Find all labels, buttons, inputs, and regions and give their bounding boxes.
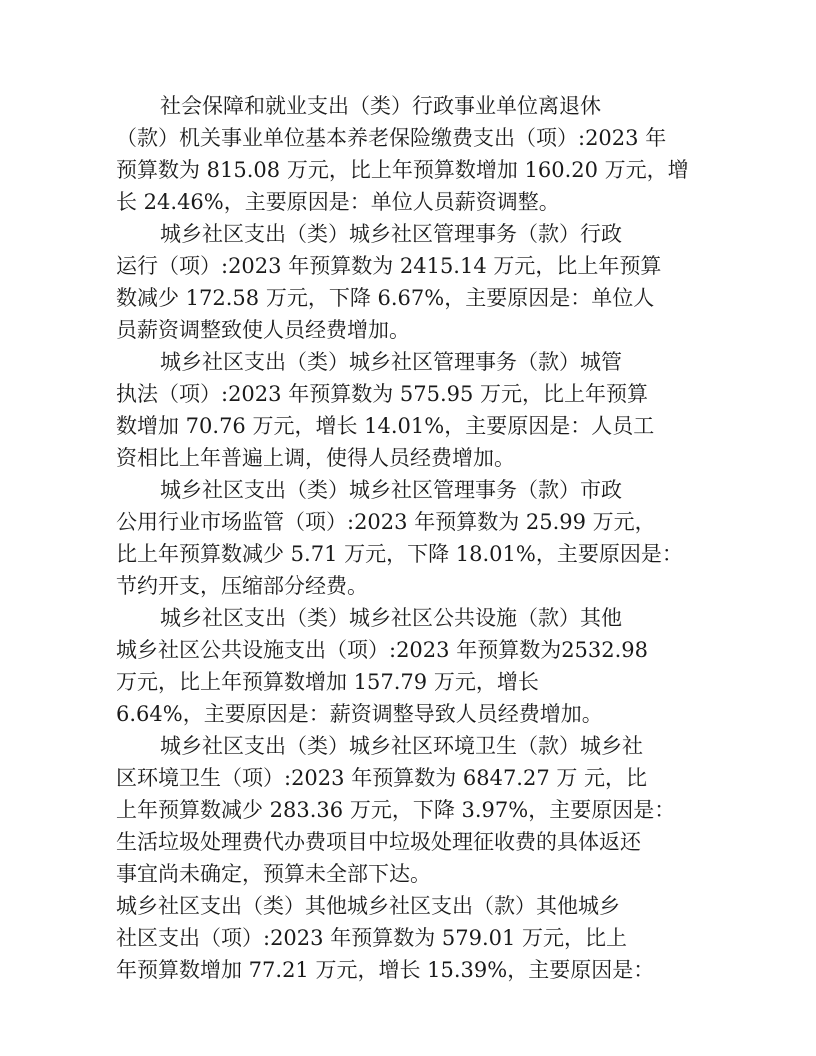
text-line: 数减少 172.58 万元，下降 6.67%，主要原因是：单位人 bbox=[116, 286, 655, 310]
text-line: 城乡社区支出（类）城乡社区公共设施（款）其他 bbox=[160, 606, 622, 630]
text-line: 城乡社区支出（类）城乡社区管理事务（款）市政 bbox=[160, 478, 622, 502]
text-line: 上年预算数减少 283.36 万元，下降 3.97%，主要原因是： bbox=[116, 798, 676, 822]
text-line: 运行（项）:2023 年预算数为 2415.14 万元，比上年预算 bbox=[116, 254, 662, 278]
text-line: 社会保障和就业支出（类）行政事业单位离退休 bbox=[160, 94, 601, 118]
text-line: 预算数为 815.08 万元，比上年预算数增加 160.20 万元，增 bbox=[116, 158, 689, 182]
text-line: （款）机关事业单位基本养老保险缴费支出（项）:2023 年 bbox=[116, 126, 667, 150]
text-line: 公用行业市场监管（项）:2023 年预算数为 25.99 万元， bbox=[116, 510, 656, 534]
text-line: 城乡社区支出（类）城乡社区环境卫生（款）城乡社 bbox=[160, 734, 643, 758]
text-line: 执法（项）:2023 年预算数为 575.95 万元，比上年预算 bbox=[116, 382, 649, 406]
text-line: 社区支出（项）:2023 年预算数为 579.01 万元，比上 bbox=[116, 926, 628, 950]
text-line: 城乡社区支出（类）城乡社区管理事务（款）行政 bbox=[160, 222, 622, 246]
text-line: 6.64%，主要原因是：薪资调整导致人员经费增加。 bbox=[116, 702, 603, 726]
text-line: 城乡社区支出（类）其他城乡社区支出（款）其他城乡 bbox=[116, 894, 620, 918]
text-line: 年预算数增加 77.21 万元，增长 15.39%，主要原因是： bbox=[116, 958, 655, 982]
text-line: 比上年预算数减少 5.71 万元，下降 18.01%，主要原因是： bbox=[116, 542, 683, 566]
text-line: 区环境卫生（项）:2023 年预算数为 6847.27 万 元，比 bbox=[116, 766, 648, 790]
text-line: 长 24.46%，主要原因是：单位人员薪资调整。 bbox=[116, 190, 560, 214]
text-line: 事宜尚未确定，预算未全部下达。 bbox=[116, 862, 431, 886]
text-line: 城乡社区支出（类）城乡社区管理事务（款）城管 bbox=[160, 350, 622, 374]
text-line: 生活垃圾处理费代办费项目中垃圾处理征收费的具体返还 bbox=[116, 830, 641, 854]
text-line: 节约开支，压缩部分经费。 bbox=[116, 574, 368, 598]
text-line: 城乡社区公共设施支出（项）:2023 年预算数为2532.98 bbox=[116, 638, 649, 662]
text-line: 资相比上年普遍上调，使得人员经费增加。 bbox=[116, 446, 515, 470]
text-line: 员薪资调整致使人员经费增加。 bbox=[116, 318, 410, 342]
text-line: 万元，比上年预算数增加 157.79 万元，增长 bbox=[116, 670, 539, 694]
text-line: 数增加 70.76 万元，增长 14.01%，主要原因是：人员工 bbox=[116, 414, 655, 438]
